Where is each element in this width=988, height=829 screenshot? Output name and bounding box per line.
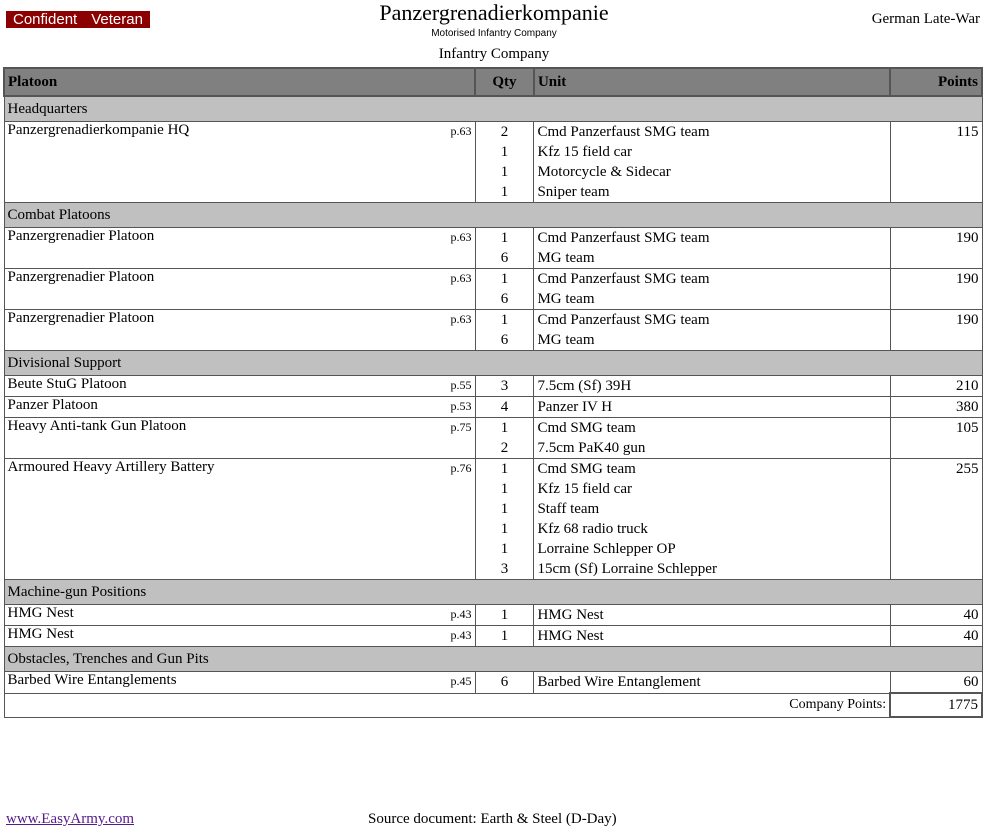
platoon-name: Panzergrenadier Platoon	[7, 269, 155, 285]
platoon-points: 115	[890, 122, 982, 203]
unit-name: Cmd Panzerfaust SMG team	[537, 124, 710, 140]
unit-qty: 6	[500, 250, 509, 266]
platoon-name: Heavy Anti-tank Gun Platoon	[7, 418, 187, 434]
unit-cell	[534, 122, 890, 203]
platoon-name: HMG Nest	[7, 626, 74, 642]
platoon-row	[4, 626, 982, 647]
unit-name: Lorraine Schlepper OP	[537, 541, 676, 557]
page-title: Panzergrenadierkompanie	[379, 0, 609, 25]
column-header-points: Points	[890, 68, 982, 96]
section-row	[4, 351, 982, 376]
unit-cell	[534, 672, 890, 694]
page-reference: p.63	[450, 271, 472, 285]
unit-name: 7.5cm PaK40 gun	[537, 440, 646, 456]
column-header-qty: Qty	[475, 68, 534, 96]
unit-qty: 2	[500, 440, 509, 456]
company-type: Infantry Company	[438, 46, 550, 62]
platoon-points: 190	[890, 310, 982, 351]
unit-qty: 1	[500, 481, 509, 497]
qty-cell	[475, 122, 534, 203]
page-reference: p.76	[450, 461, 472, 475]
page-reference: p.43	[450, 628, 472, 642]
unit-qty: 1	[500, 271, 509, 287]
platoon-row	[4, 397, 982, 418]
section-row	[4, 647, 982, 672]
unit-name: HMG Nest	[537, 628, 604, 644]
platoon-cell	[4, 269, 475, 310]
unit-cell	[534, 418, 890, 459]
platoon-name: Barbed Wire Entanglements	[7, 672, 177, 688]
unit-qty: 4	[500, 399, 509, 415]
unit-qty: 1	[500, 541, 509, 557]
platoon-row	[4, 418, 982, 459]
unit-qty: 1	[500, 521, 509, 537]
qty-cell	[475, 605, 534, 626]
unit-name: Cmd Panzerfaust SMG team	[537, 271, 710, 287]
qty-cell	[475, 228, 534, 269]
unit-qty: 1	[500, 164, 509, 180]
platoon-cell	[4, 122, 475, 203]
unit-name: Kfz 15 field car	[537, 481, 632, 497]
source-document: Source document: Earth & Steel (D-Day)	[368, 811, 617, 827]
platoon-cell	[4, 459, 475, 580]
platoon-name: HMG Nest	[7, 605, 74, 621]
unit-name: Panzer IV H	[537, 399, 613, 415]
unit-qty: 1	[500, 312, 509, 328]
section-row	[4, 203, 982, 228]
platoon-cell	[4, 605, 475, 626]
platoon-row	[4, 672, 982, 694]
unit-cell	[534, 605, 890, 626]
table-header-row	[4, 68, 982, 96]
unit-name: Staff team	[537, 501, 600, 517]
unit-name: Cmd Panzerfaust SMG team	[537, 312, 710, 328]
page-reference: p.75	[450, 420, 472, 434]
unit-name: Kfz 15 field car	[537, 144, 632, 160]
unit-name: Sniper team	[537, 184, 610, 200]
platoon-cell	[4, 228, 475, 269]
unit-cell	[534, 228, 890, 269]
unit-qty: 1	[500, 607, 509, 623]
page-reference: p.63	[450, 230, 472, 244]
qty-cell	[475, 459, 534, 580]
unit-qty: 1	[500, 420, 509, 436]
badge-motivation: Confident	[13, 11, 78, 28]
unit-qty: 6	[500, 674, 509, 690]
unit-name: 15cm (Sf) Lorraine Schlepper	[537, 561, 717, 577]
unit-cell	[534, 459, 890, 580]
unit-qty: 1	[500, 184, 509, 200]
unit-name: Kfz 68 radio truck	[537, 521, 648, 537]
platoon-row	[4, 605, 982, 626]
unit-cell	[534, 269, 890, 310]
section-title: Machine-gun Positions	[4, 580, 982, 605]
unit-name: MG team	[537, 250, 595, 266]
unit-name: Cmd Panzerfaust SMG team	[537, 230, 710, 246]
platoon-points: 210	[890, 376, 982, 397]
page-subtitle: Motorised Infantry Company	[431, 28, 557, 39]
platoon-row	[4, 228, 982, 269]
unit-qty: 1	[500, 461, 509, 477]
section-row	[4, 96, 982, 122]
platoon-name: Panzergrenadier Platoon	[7, 228, 155, 244]
platoon-cell	[4, 672, 475, 694]
platoon-row	[4, 310, 982, 351]
unit-qty: 2	[500, 124, 509, 140]
page-reference: p.63	[450, 312, 472, 326]
platoon-points: 60	[890, 672, 982, 694]
unit-qty: 1	[500, 628, 509, 644]
platoon-row	[4, 376, 982, 397]
platoon-name: Panzergrenadierkompanie HQ	[7, 122, 190, 138]
page-reference: p.45	[450, 674, 472, 688]
unit-name: HMG Nest	[537, 607, 604, 623]
unit-qty: 6	[500, 291, 509, 307]
platoon-points: 105	[890, 418, 982, 459]
platoon-name: Panzergrenadier Platoon	[7, 310, 155, 326]
unit-name: Motorcycle & Sidecar	[537, 164, 671, 180]
section-title: Combat Platoons	[4, 203, 982, 228]
roster-table	[3, 67, 983, 718]
platoon-cell	[4, 626, 475, 647]
platoon-row	[4, 459, 982, 580]
platoon-cell	[4, 418, 475, 459]
unit-qty: 1	[500, 230, 509, 246]
unit-cell	[534, 310, 890, 351]
unit-name: 7.5cm (Sf) 39H	[537, 378, 632, 394]
qty-cell	[475, 397, 534, 418]
platoon-points: 40	[890, 605, 982, 626]
unit-name: Cmd SMG team	[537, 420, 636, 436]
total-row	[4, 693, 982, 717]
platoon-cell	[4, 376, 475, 397]
platoon-cell	[4, 397, 475, 418]
unit-qty: 3	[500, 561, 509, 577]
unit-name: MG team	[537, 332, 595, 348]
page-reference: p.63	[450, 124, 472, 138]
section-row	[4, 580, 982, 605]
platoon-row	[4, 122, 982, 203]
platoon-name: Armoured Heavy Artillery Battery	[7, 459, 215, 475]
unit-name: Barbed Wire Entanglement	[537, 674, 701, 690]
platoon-points: 255	[890, 459, 982, 580]
unit-cell	[534, 626, 890, 647]
unit-cell	[534, 397, 890, 418]
page-reference: p.55	[450, 378, 472, 392]
unit-name: Cmd SMG team	[537, 461, 636, 477]
qty-cell	[475, 672, 534, 694]
page-reference: p.53	[450, 399, 472, 413]
unit-cell	[534, 376, 890, 397]
platoon-points: 40	[890, 626, 982, 647]
qty-cell	[475, 626, 534, 647]
platoon-name: Beute StuG Platoon	[7, 376, 127, 392]
unit-qty: 1	[500, 501, 509, 517]
platoon-row	[4, 269, 982, 310]
section-title: Headquarters	[4, 96, 982, 122]
qty-cell	[475, 418, 534, 459]
total-label: Company Points:	[4, 693, 890, 717]
qty-cell	[475, 269, 534, 310]
easyarmy-link[interactable]: www.EasyArmy.com	[6, 811, 135, 827]
section-title: Obstacles, Trenches and Gun Pits	[4, 647, 982, 672]
section-title: Divisional Support	[4, 351, 982, 376]
unit-qty: 6	[500, 332, 509, 348]
qty-cell	[475, 376, 534, 397]
column-header-unit: Unit	[534, 68, 890, 96]
column-header-platoon: Platoon	[4, 68, 475, 96]
badge-skill: Veteran	[91, 11, 143, 28]
qty-cell	[475, 310, 534, 351]
unit-qty: 3	[500, 378, 509, 394]
platoon-points: 380	[890, 397, 982, 418]
page-reference: p.43	[450, 607, 472, 621]
platoon-points: 190	[890, 269, 982, 310]
total-points: 1775	[890, 693, 982, 717]
platoon-cell	[4, 310, 475, 351]
platoon-points: 190	[890, 228, 982, 269]
unit-qty: 1	[500, 144, 509, 160]
platoon-name: Panzer Platoon	[7, 397, 98, 413]
nation-label: German Late-War	[871, 11, 980, 27]
unit-name: MG team	[537, 291, 595, 307]
